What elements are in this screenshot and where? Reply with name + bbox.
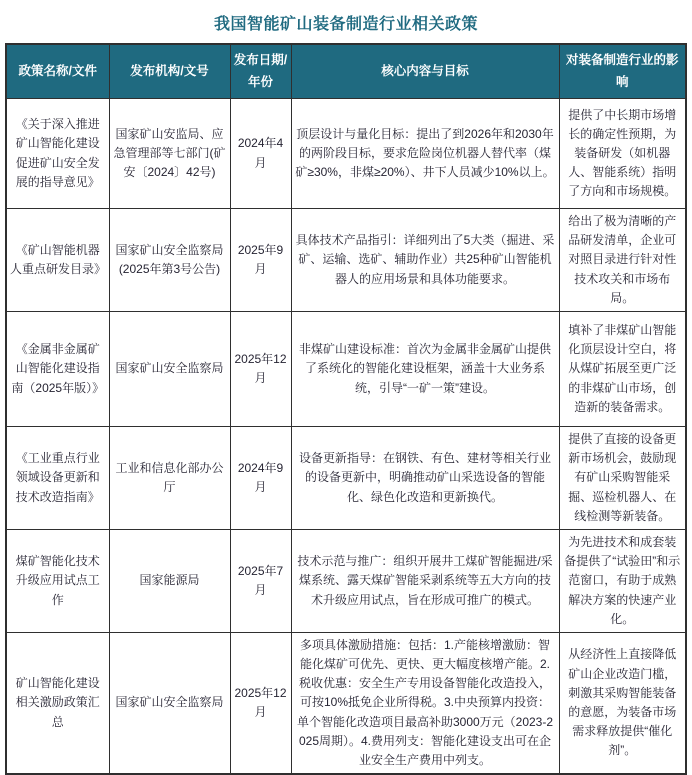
date-cell: 2025年12月	[230, 632, 291, 774]
impact-cell: 从经济性上直接降低矿山企业改造门槛，刺激其采购智能装备的意愿，为装备市场需求释放提供“催化剂”。	[559, 632, 686, 774]
policy-name-cell: 矿山智能化建设相关激励政策汇总	[6, 632, 109, 774]
policy-name-cell: 《工业重点行业领域设备更新和技术改造指南》	[6, 427, 109, 530]
agency-cell: 工业和信息化部办公厅	[109, 427, 230, 530]
impact-cell: 填补了非煤矿山智能化顶层设计空白，将从煤矿拓展至更广泛的非煤矿山市场，创造新的装备需求。	[559, 312, 686, 427]
policy-name-cell: 《矿山智能机器人重点研发目录》	[6, 209, 109, 312]
date-cell: 2024年4月	[230, 99, 291, 209]
impact-cell: 给出了极为清晰的产品研发清单，企业可对照目录进行针对性技术攻关和市场布局。	[559, 209, 686, 312]
table-row	[6, 209, 686, 312]
impact-cell: 为先进技术和成套装备提供了“试验田”和示范窗口，有助于成熟解决方案的快速产业化。	[559, 529, 686, 632]
agency-cell: 国家矿山安全监察局	[109, 632, 230, 774]
policy-name-cell: 煤矿智能化技术升级应用试点工作	[6, 529, 109, 632]
content-cell: 顶层设计与量化目标：提出了到2026年和2030年的两阶段目标，要求危险岗位机器人替代率（煤矿≥30%，非煤≥20%）、井下人员减少10%以上。	[291, 99, 559, 209]
table-row	[6, 312, 686, 427]
col-header-date: 发布日期/年份	[230, 44, 291, 99]
header-row	[6, 44, 686, 99]
policy-table	[5, 43, 687, 775]
col-header-industry-impact: 对装备制造行业的影响	[559, 44, 686, 99]
agency-cell: 国家矿山安全监察局(2025年第3号公告)	[109, 209, 230, 312]
col-header-core-content: 核心内容与目标	[291, 44, 559, 99]
page-title: 我国智能矿山装备制造行业相关政策	[213, 16, 478, 33]
col-header-agency: 发布机构/文号	[109, 44, 230, 99]
content-cell: 设备更新指导：在钢铁、有色、建材等相关行业的设备更新中，明确推动矿山采选设备的智能化、绿色化改造和更新换代。	[291, 427, 559, 530]
table-row	[6, 427, 686, 530]
date-cell: 2025年9月	[230, 209, 291, 312]
col-header-policy-name: 政策名称/文件	[6, 44, 109, 99]
impact-cell: 提供了中长期市场增长的确定性预期，为装备研发（如机器人、智能系统）指明了方向和市场规模。	[559, 99, 686, 209]
table-row	[6, 99, 686, 209]
policy-name-cell: 《关于深入推进矿山智能化建设促进矿山安全发展的指导意见》	[6, 99, 109, 209]
agency-cell: 国家能源局	[109, 529, 230, 632]
agency-cell: 国家矿山安监局、应急管理部等七部门(矿安〔2024〕42号)	[109, 99, 230, 209]
date-cell: 2024年9月	[230, 427, 291, 530]
content-cell: 非煤矿山建设标准：首次为金属非金属矿山提供了系统化的智能化建设框架，涵盖十大业务系统，引导“一矿一策”建设。	[291, 312, 559, 427]
content-cell: 技术示范与推广：组织开展井工煤矿智能掘进/采煤系统、露天煤矿智能采剥系统等五大方向的技术升级应用试点，旨在形成可推广的模式。	[291, 529, 559, 632]
policy-name-cell: 《金属非金属矿山智能化建设指南（2025年版）》	[6, 312, 109, 427]
agency-cell: 国家矿山安全监察局	[109, 312, 230, 427]
impact-cell: 提供了直接的设备更新市场机会，鼓励现有矿山采购智能采掘、巡检机器人、在线检测等新装备。	[559, 427, 686, 530]
table-row	[6, 529, 686, 632]
content-cell: 具体技术产品指引：详细列出了5大类（掘进、采矿、运输、选矿、辅助作业）共25种矿山智能机器人的应用场景和具体功能要求。	[291, 209, 559, 312]
date-cell: 2025年7月	[230, 529, 291, 632]
content-cell: 多项具体激励措施：包括：1.产能核增激励：智能化煤矿可优先、更快、更大幅度核增产能。2.税收优惠：安全生产专用设备智能化改造投入，可按10%抵免企业所得税。3.中央预算内投资：单个智能化改造项目最高补助3000万元（2023-2025周期）。4.费用列支：智能化建设支出可在企业安全生产费用中列支。	[291, 632, 559, 774]
date-cell: 2025年12月	[230, 312, 291, 427]
table-body	[6, 99, 686, 775]
